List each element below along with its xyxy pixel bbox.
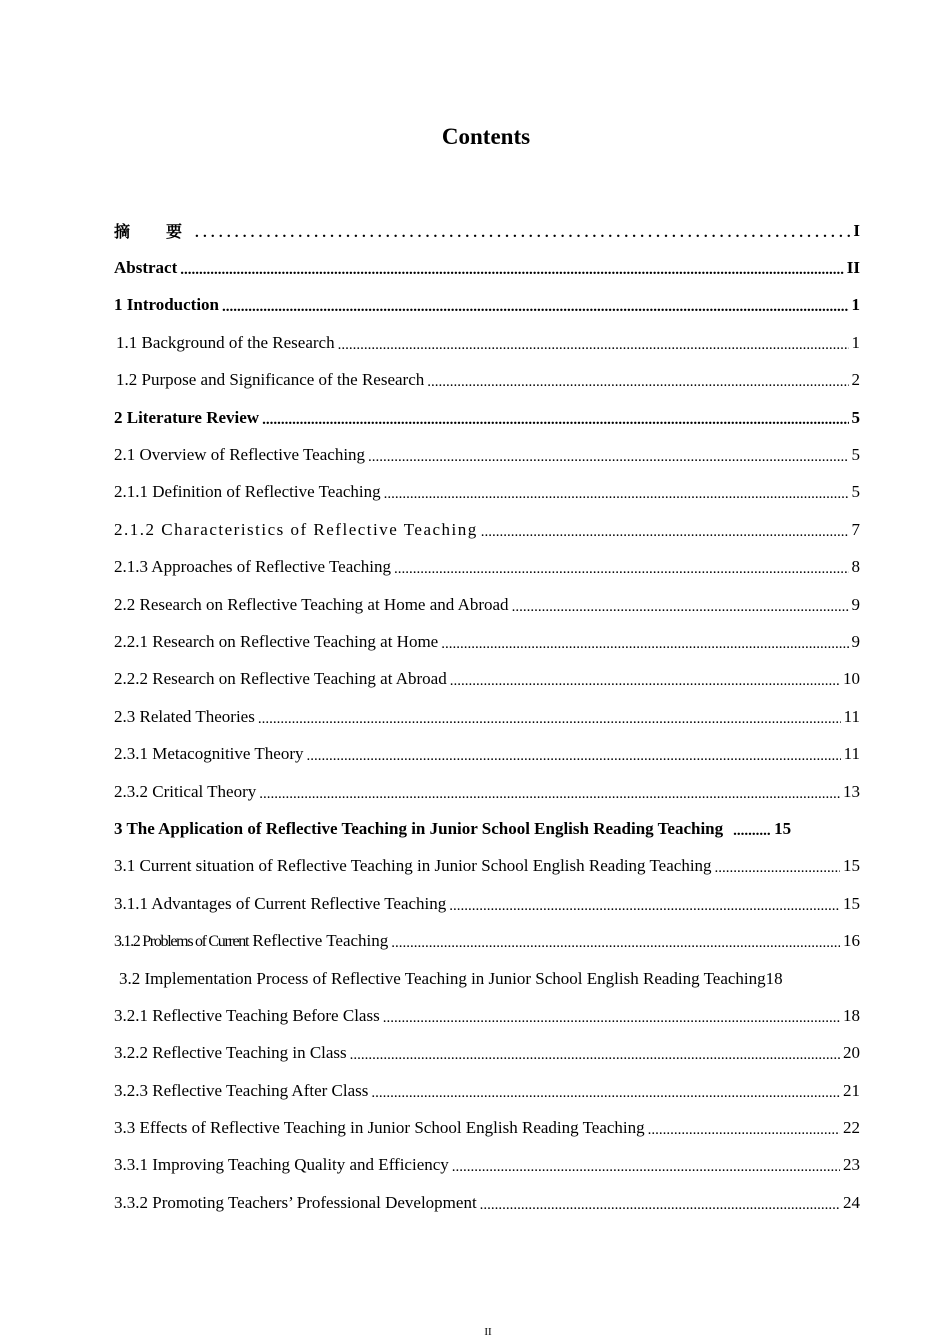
toc-entry-label: Abstract	[114, 258, 178, 278]
toc-entry-3-2[interactable]	[114, 960, 860, 997]
dot-leader	[371, 1082, 840, 1102]
toc-entry-abstract-chinese[interactable]	[114, 212, 860, 249]
toc-entry-page: 15	[843, 893, 860, 913]
toc-entry-label: 3.3 Effects of Reflective Teaching in Junior School English Reading Teaching	[114, 1118, 645, 1138]
toc-entry-page: 13	[843, 781, 860, 801]
toc-entry-label: 2.2.1 Research on Reflective Teaching at Home	[114, 631, 439, 651]
toc-entry-page: 5	[851, 407, 860, 427]
toc-entry-3-3[interactable]	[114, 1109, 860, 1146]
toc-entry-page: 18	[765, 968, 783, 988]
page-title: Contents	[441, 124, 531, 149]
toc-entry-page: 9	[851, 594, 860, 614]
dot-leader	[512, 596, 849, 616]
toc-entry-label: 2.3 Related Theories	[114, 706, 255, 726]
dot-leader	[648, 1119, 840, 1139]
toc-entry-page: I	[853, 220, 860, 240]
toc-entry-2-1-1[interactable]	[114, 474, 860, 511]
toc-entry-2-2-2[interactable]	[114, 661, 860, 698]
toc-entry-page: 2	[851, 370, 860, 390]
toc-entry-page: 21	[843, 1080, 860, 1100]
toc-entry-page: 7	[851, 519, 860, 539]
toc-entry-page: 1	[851, 332, 860, 352]
toc-entry-label: 1.2 Purpose and Significance of the Research	[116, 370, 425, 390]
dot-leader	[384, 483, 849, 503]
toc-entry-page: 8	[851, 557, 860, 577]
toc-entry-page: 15	[843, 856, 860, 876]
dot-leader	[480, 1194, 840, 1214]
toc-entry-page: 15	[774, 818, 792, 838]
toc-entry-label: 2.1.2 Characteristics of Reflective Teaching	[114, 519, 478, 539]
dot-leader	[350, 1044, 840, 1064]
dot-leader	[368, 446, 848, 466]
toc-entry-page: 11	[843, 744, 860, 764]
toc-entry-label: 3.2 Implementation Process of Reflective Teaching in Junior School English Reading Teaching	[119, 968, 766, 988]
toc-entry-label-condensed: 3.1.2 Problems of Current	[114, 933, 249, 951]
table-of-contents	[114, 212, 860, 1222]
toc-entry-label: 2.3.2 Critical Theory	[114, 781, 257, 801]
dot-leader	[195, 222, 850, 242]
toc-entry-label: 3 The Application of Reflective Teaching in Junior School English Reading Teaching	[114, 818, 724, 838]
toc-entry-page: 23	[843, 1155, 860, 1175]
toc-entry-label: 3.3.1 Improving Teaching Quality and Efficiency	[114, 1155, 449, 1175]
dot-leader	[441, 633, 848, 653]
toc-entry-3-2-3[interactable]	[114, 1072, 860, 1109]
toc-entry-chapter-1[interactable]	[114, 287, 860, 324]
dot-leader	[449, 895, 840, 915]
toc-entry-label: 2.2.2 Research on Reflective Teaching at Abroad	[114, 669, 447, 689]
dot-leader	[733, 820, 771, 840]
toc-entry-page: 9	[851, 631, 860, 651]
toc-entry-label: 摘 要	[114, 222, 193, 242]
toc-entry-2-3[interactable]	[114, 698, 860, 735]
dot-leader	[259, 783, 840, 803]
toc-entry-page: 24	[843, 1192, 860, 1212]
toc-entry-page: 10	[843, 669, 860, 689]
toc-entry-page: 5	[851, 445, 860, 465]
toc-entry-2-3-2[interactable]	[114, 773, 860, 810]
toc-entry-label: 3.2.3 Reflective Teaching After Class	[114, 1080, 369, 1100]
toc-entry-chapter-2[interactable]	[114, 399, 860, 436]
dot-leader	[715, 857, 840, 877]
toc-entry-label-rest: Reflective Teaching	[248, 931, 389, 951]
toc-entry-1-1[interactable]	[114, 324, 860, 361]
toc-entry-1-2[interactable]	[114, 362, 860, 399]
toc-entry-label: 3.1.1 Advantages of Current Reflective Teaching	[114, 893, 447, 913]
toc-entry-abstract[interactable]	[114, 249, 860, 286]
toc-entry-label: 2.2 Research on Reflective Teaching at Home and Abroad	[114, 594, 509, 614]
toc-entry-label	[114, 931, 388, 951]
dot-leader	[383, 1007, 840, 1027]
dot-leader	[427, 371, 848, 391]
toc-entry-label: 2.1 Overview of Reflective Teaching	[114, 445, 366, 465]
toc-entry-3-1-2[interactable]	[114, 922, 860, 959]
dot-leader	[222, 296, 848, 316]
toc-entry-2-2-1[interactable]	[114, 623, 860, 660]
toc-entry-label: 3.1 Current situation of Reflective Teaching in Junior School English Reading Teaching	[114, 856, 712, 876]
toc-entry-label: 2.1.1 Definition of Reflective Teaching	[114, 482, 381, 502]
toc-entry-3-1[interactable]	[114, 848, 860, 885]
dot-leader	[262, 409, 848, 429]
dot-leader	[306, 745, 840, 765]
toc-entry-2-1-3[interactable]	[114, 549, 860, 586]
toc-entry-page: 18	[843, 1005, 860, 1025]
dot-leader	[338, 334, 849, 354]
toc-entry-label: 1.1 Background of the Research	[116, 332, 335, 352]
toc-entry-label: 2.3.1 Metacognitive Theory	[114, 744, 304, 764]
toc-entry-2-1-2[interactable]	[114, 511, 860, 548]
dot-leader	[394, 558, 848, 578]
toc-entry-3-3-2[interactable]	[114, 1184, 860, 1221]
toc-entry-label: 3.2.2 Reflective Teaching in Class	[114, 1043, 347, 1063]
toc-entry-page: 11	[843, 706, 860, 726]
dot-leader	[481, 521, 849, 541]
dot-leader	[450, 670, 840, 690]
footer-page-number: II	[484, 1326, 492, 1338]
toc-entry-page: II	[846, 258, 860, 278]
toc-entry-3-2-1[interactable]	[114, 997, 860, 1034]
toc-entry-page: 16	[843, 931, 860, 951]
toc-entry-2-3-1[interactable]	[114, 735, 860, 772]
toc-entry-3-1-1[interactable]	[114, 885, 860, 922]
dot-leader	[452, 1156, 840, 1176]
toc-entry-2-1[interactable]	[114, 436, 860, 473]
toc-entry-3-2-2[interactable]	[114, 1035, 860, 1072]
toc-entry-page: 5	[851, 482, 860, 502]
toc-entry-label: 2.1.3 Approaches of Reflective Teaching	[114, 557, 392, 577]
toc-entry-page: 1	[851, 295, 860, 315]
dot-leader	[258, 708, 841, 728]
toc-entry-3-3-1[interactable]	[114, 1147, 860, 1184]
dot-leader	[180, 259, 844, 279]
toc-entry-page: 22	[843, 1118, 860, 1138]
toc-entry-chapter-3[interactable]	[114, 810, 860, 847]
toc-entry-page: 20	[843, 1043, 860, 1063]
toc-entry-label: 3.3.2 Promoting Teachers’ Professional Development	[114, 1192, 477, 1212]
toc-entry-label: 1 Introduction	[114, 295, 220, 315]
dot-leader	[391, 932, 840, 952]
toc-entry-label: 3.2.1 Reflective Teaching Before Class	[114, 1005, 380, 1025]
toc-entry-2-2[interactable]	[114, 586, 860, 623]
toc-entry-label: 2 Literature Review	[114, 407, 260, 427]
